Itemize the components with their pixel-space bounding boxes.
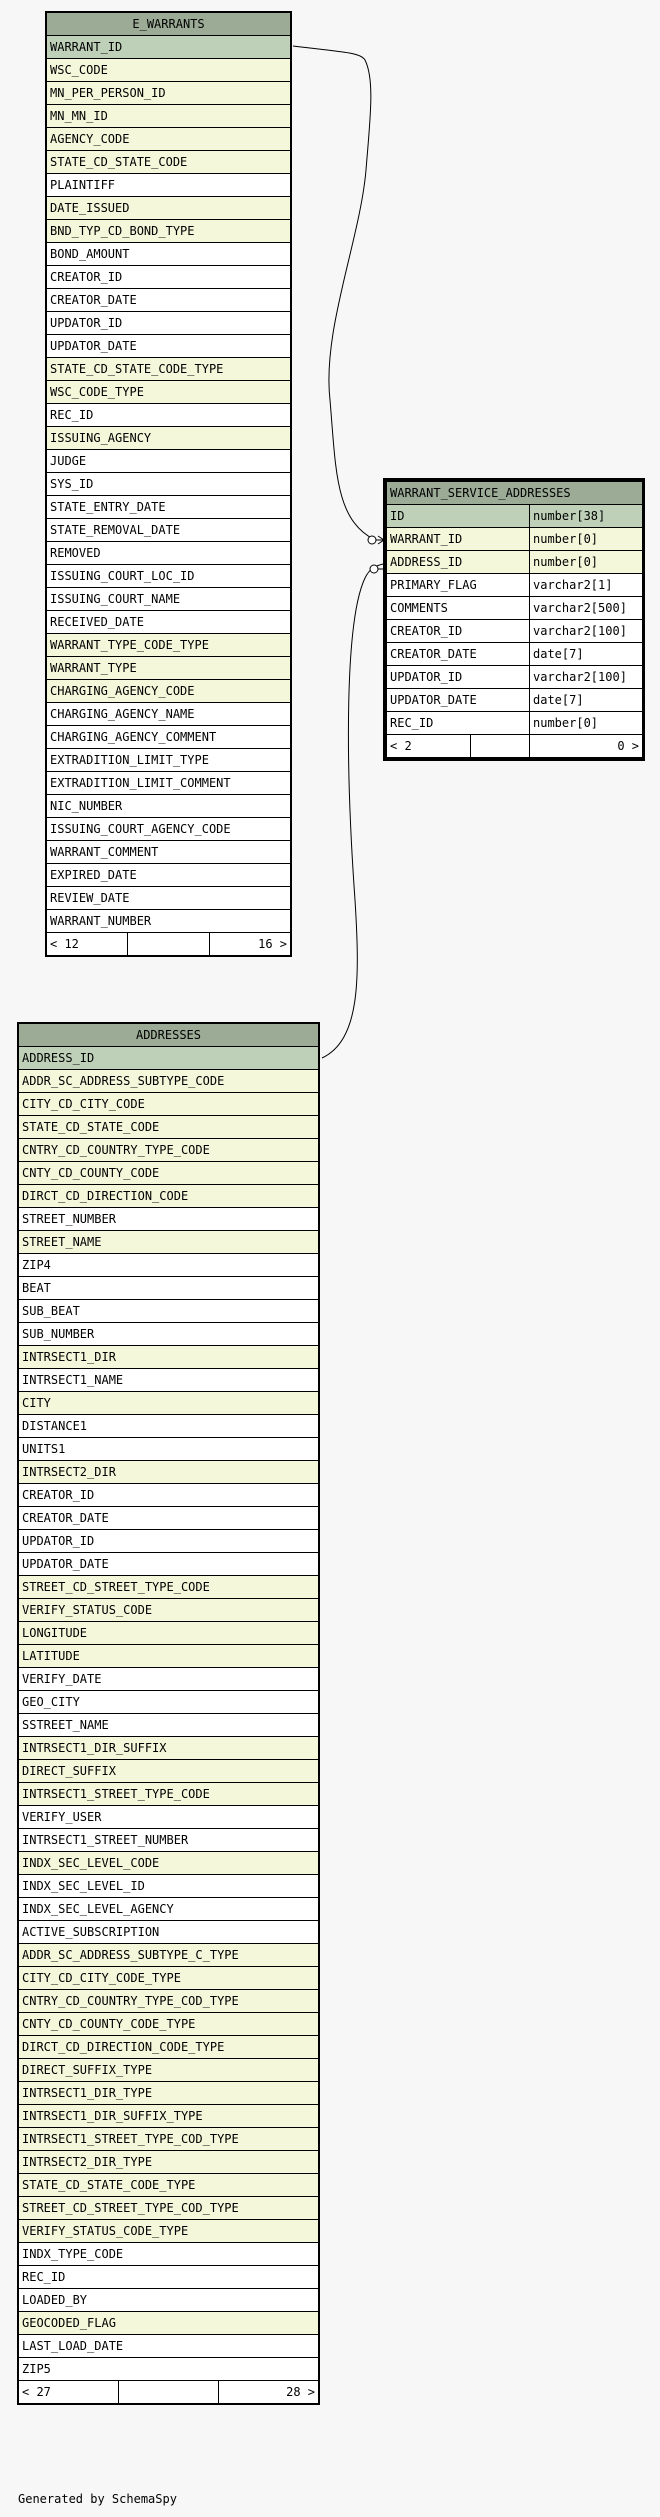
column-row[interactable]	[47, 220, 291, 243]
column-name[interactable]: GEOCODED_FLAG	[19, 2312, 319, 2335]
column-name[interactable]: VERIFY_STATUS_CODE_TYPE	[19, 2220, 319, 2243]
parents-count[interactable]: < 2	[387, 735, 471, 757]
column-name[interactable]: ACTIVE_SUBSCRIPTION	[19, 1921, 319, 1944]
column-name[interactable]: UPDATOR_DATE	[47, 335, 291, 358]
column-row[interactable]	[19, 1346, 319, 1369]
column-row[interactable]	[19, 2220, 319, 2243]
column-name[interactable]: LATITUDE	[19, 1645, 319, 1668]
edge-address-id	[322, 564, 383, 1058]
column-name[interactable]: INTRSECT2_DIR_TYPE	[19, 2151, 319, 2174]
column-row[interactable]	[387, 528, 643, 551]
column-row[interactable]	[47, 381, 291, 404]
column-row[interactable]	[387, 712, 643, 735]
column-row[interactable]	[19, 1231, 319, 1254]
column-row[interactable]	[19, 2312, 319, 2335]
column-name[interactable]: STATE_CD_STATE_CODE	[19, 1116, 319, 1139]
column-name[interactable]: ISSUING_COURT_AGENCY_CODE	[47, 818, 291, 841]
column-name[interactable]: ISSUING_AGENCY	[47, 427, 291, 450]
table-title[interactable]: ADDRESSES	[19, 1024, 319, 1047]
footer-spacer	[471, 735, 530, 757]
column-name[interactable]: LOADED_BY	[19, 2289, 319, 2312]
column-name[interactable]: INDX_TYPE_CODE	[19, 2243, 319, 2266]
column-name[interactable]: CITY_CD_CITY_CODE_TYPE	[19, 1967, 319, 1990]
column-row[interactable]	[387, 643, 643, 666]
column-name[interactable]: VERIFY_DATE	[19, 1668, 319, 1691]
column-name[interactable]: INDX_SEC_LEVEL_CODE	[19, 1852, 319, 1875]
column-row[interactable]	[19, 2036, 319, 2059]
column-name[interactable]: STATE_ENTRY_DATE	[47, 496, 291, 519]
column-name[interactable]: INTRSECT1_STREET_NUMBER	[19, 1829, 319, 1852]
column-name[interactable]: INTRSECT2_DIR	[19, 1461, 319, 1484]
column-name[interactable]: CHARGING_AGENCY_CODE	[47, 680, 291, 703]
column-name[interactable]: WARRANT_ID	[387, 528, 530, 551]
column-row[interactable]	[387, 551, 643, 574]
table-title[interactable]: WARRANT_SERVICE_ADDRESSES	[387, 482, 643, 505]
column-name[interactable]: DIRCT_CD_DIRECTION_CODE_TYPE	[19, 2036, 319, 2059]
column-row[interactable]	[19, 1875, 319, 1898]
crowsfoot-warrant-id	[368, 536, 376, 544]
column-name[interactable]: INTRSECT1_DIR	[19, 1346, 319, 1369]
column-name[interactable]: UPDATOR_ID	[19, 1530, 319, 1553]
column-row[interactable]	[19, 1484, 319, 1507]
column-row[interactable]	[47, 519, 291, 542]
column-row[interactable]	[387, 689, 643, 712]
column-row[interactable]	[19, 1507, 319, 1530]
column-name[interactable]: PLAINTIFF	[47, 174, 291, 197]
column-name[interactable]: BND_TYP_CD_BOND_TYPE	[47, 220, 291, 243]
column-type: date[7]	[530, 689, 643, 712]
column-row[interactable]	[47, 450, 291, 473]
column-row[interactable]	[19, 1438, 319, 1461]
column-name[interactable]: REC_ID	[47, 404, 291, 427]
column-name[interactable]: INTRSECT1_DIR_SUFFIX_TYPE	[19, 2105, 319, 2128]
column-row[interactable]	[47, 588, 291, 611]
column-name[interactable]: COMMENTS	[387, 597, 530, 620]
footer-spacer	[128, 933, 209, 956]
table-title[interactable]: E_WARRANTS	[47, 13, 291, 36]
children-count[interactable]: 16 >	[209, 933, 290, 956]
column-row[interactable]	[47, 289, 291, 312]
column-name[interactable]: DIRECT_SUFFIX	[19, 1760, 319, 1783]
column-row[interactable]	[47, 795, 291, 818]
column-row[interactable]	[47, 243, 291, 266]
column-type: number[0]	[530, 712, 643, 735]
column-row[interactable]	[19, 1829, 319, 1852]
column-name[interactable]: INTRSECT1_DIR_TYPE	[19, 2082, 319, 2105]
column-row[interactable]	[19, 1691, 319, 1714]
column-row[interactable]	[47, 174, 291, 197]
column-name[interactable]: ADDR_SC_ADDRESS_SUBTYPE_C_TYPE	[19, 1944, 319, 1967]
column-row[interactable]	[387, 666, 643, 689]
column-name[interactable]: ADDR_SC_ADDRESS_SUBTYPE_CODE	[19, 1070, 319, 1093]
column-row[interactable]	[19, 1783, 319, 1806]
column-row[interactable]	[19, 1599, 319, 1622]
column-row[interactable]	[47, 59, 291, 82]
column-row[interactable]	[19, 1967, 319, 1990]
column-row[interactable]	[47, 611, 291, 634]
column-name[interactable]: CREATOR_ID	[19, 1484, 319, 1507]
column-row[interactable]	[19, 1070, 319, 1093]
column-row[interactable]	[19, 2266, 319, 2289]
column-name[interactable]: CNTY_CD_COUNTY_CODE_TYPE	[19, 2013, 319, 2036]
column-row[interactable]	[19, 1645, 319, 1668]
column-row[interactable]	[19, 2151, 319, 2174]
column-name[interactable]: VERIFY_USER	[19, 1806, 319, 1829]
column-type: date[7]	[530, 643, 643, 666]
column-row[interactable]	[47, 151, 291, 174]
column-name[interactable]: SUB_NUMBER	[19, 1323, 319, 1346]
column-name[interactable]: ISSUING_COURT_LOC_ID	[47, 565, 291, 588]
column-row[interactable]	[387, 574, 643, 597]
column-row[interactable]	[19, 2197, 319, 2220]
column-name[interactable]: VERIFY_STATUS_CODE	[19, 1599, 319, 1622]
column-name[interactable]: STREET_NAME	[19, 1231, 319, 1254]
column-name[interactable]: STREET_NUMBER	[19, 1208, 319, 1231]
column-row[interactable]	[19, 1185, 319, 1208]
column-row[interactable]	[19, 1392, 319, 1415]
column-list	[19, 1047, 319, 2381]
footer-spacer	[119, 2381, 219, 2404]
column-name[interactable]: SUB_BEAT	[19, 1300, 319, 1323]
column-row[interactable]	[19, 1530, 319, 1553]
column-name[interactable]: CHARGING_AGENCY_NAME	[47, 703, 291, 726]
column-name[interactable]: PRIMARY_FLAG	[387, 574, 530, 597]
column-row[interactable]	[47, 335, 291, 358]
column-name[interactable]: WARRANT_NUMBER	[47, 910, 291, 933]
column-name[interactable]: UPDATOR_ID	[47, 312, 291, 335]
column-name[interactable]: DIRCT_CD_DIRECTION_CODE	[19, 1185, 319, 1208]
column-name[interactable]: DISTANCE1	[19, 1415, 319, 1438]
column-row[interactable]	[19, 1047, 319, 1070]
column-list	[387, 505, 643, 735]
column-name[interactable]: EXTRADITION_LIMIT_TYPE	[47, 749, 291, 772]
column-name[interactable]: ADDRESS_ID	[19, 1047, 319, 1070]
column-list	[47, 36, 291, 933]
column-name[interactable]: BOND_AMOUNT	[47, 243, 291, 266]
column-row[interactable]	[47, 542, 291, 565]
column-row[interactable]	[19, 2335, 319, 2358]
column-name[interactable]: INDX_SEC_LEVEL_ID	[19, 1875, 319, 1898]
column-row[interactable]	[19, 1162, 319, 1185]
column-row[interactable]	[47, 887, 291, 910]
column-name[interactable]: WARRANT_ID	[47, 36, 291, 59]
column-name[interactable]: MN_MN_ID	[47, 105, 291, 128]
column-row[interactable]	[47, 427, 291, 450]
column-name[interactable]: REC_ID	[19, 2266, 319, 2289]
column-row[interactable]	[19, 1139, 319, 1162]
column-name[interactable]: CHARGING_AGENCY_COMMENT	[47, 726, 291, 749]
column-name[interactable]: SYS_ID	[47, 473, 291, 496]
column-row[interactable]	[47, 565, 291, 588]
column-name[interactable]: STATE_CD_STATE_CODE	[47, 151, 291, 174]
column-name[interactable]: JUDGE	[47, 450, 291, 473]
column-row[interactable]	[47, 634, 291, 657]
column-name[interactable]: STATE_CD_STATE_CODE_TYPE	[19, 2174, 319, 2197]
column-name[interactable]: CREATOR_DATE	[387, 643, 530, 666]
footer-left	[387, 735, 530, 758]
column-name[interactable]: STATE_REMOVAL_DATE	[47, 519, 291, 542]
generated-by-label: Generated by SchemaSpy	[18, 2492, 177, 2506]
column-row[interactable]	[19, 1254, 319, 1277]
column-row[interactable]	[19, 1668, 319, 1691]
column-row[interactable]	[19, 2289, 319, 2312]
column-name[interactable]: CNTY_CD_COUNTY_CODE	[19, 1162, 319, 1185]
column-row[interactable]	[47, 841, 291, 864]
column-name[interactable]: BEAT	[19, 1277, 319, 1300]
column-type: number[0]	[530, 528, 643, 551]
column-row[interactable]	[19, 1300, 319, 1323]
column-name[interactable]: NIC_NUMBER	[47, 795, 291, 818]
column-row[interactable]	[47, 266, 291, 289]
column-row[interactable]	[19, 2358, 319, 2381]
column-row[interactable]	[47, 772, 291, 795]
column-row[interactable]	[387, 597, 643, 620]
column-name[interactable]: EXPIRED_DATE	[47, 864, 291, 887]
column-row[interactable]	[19, 2059, 319, 2082]
column-type: varchar2[1]	[530, 574, 643, 597]
column-name[interactable]: REVIEW_DATE	[47, 887, 291, 910]
column-name[interactable]: GEO_CITY	[19, 1691, 319, 1714]
column-row[interactable]	[47, 657, 291, 680]
column-name[interactable]: CREATOR_ID	[47, 266, 291, 289]
column-row[interactable]	[387, 505, 643, 528]
column-row[interactable]	[19, 1093, 319, 1116]
column-row[interactable]	[47, 818, 291, 841]
column-name[interactable]: CITY	[19, 1392, 319, 1415]
column-row[interactable]	[19, 2013, 319, 2036]
column-row[interactable]	[387, 620, 643, 643]
parents-count[interactable]: < 12	[47, 933, 128, 956]
column-name[interactable]: ADDRESS_ID	[387, 551, 530, 574]
column-row[interactable]	[19, 1116, 319, 1139]
column-type: number[38]	[530, 505, 643, 528]
column-name[interactable]: CNTRY_CD_COUNTRY_TYPE_CODE	[19, 1139, 319, 1162]
column-row[interactable]	[47, 680, 291, 703]
column-row[interactable]	[47, 496, 291, 519]
children-count[interactable]: 0 >	[530, 735, 643, 758]
column-row[interactable]	[19, 1461, 319, 1484]
edge-warrant-id	[293, 46, 375, 540]
column-name[interactable]: WARRANT_COMMENT	[47, 841, 291, 864]
column-row[interactable]	[19, 1990, 319, 2013]
column-row[interactable]	[47, 864, 291, 887]
column-name[interactable]: RECEIVED_DATE	[47, 611, 291, 634]
column-row[interactable]	[47, 197, 291, 220]
table-e-warrants[interactable]	[45, 11, 292, 957]
column-row[interactable]	[19, 2105, 319, 2128]
column-name[interactable]: INTRSECT1_NAME	[19, 1369, 319, 1392]
column-name[interactable]: WSC_CODE	[47, 59, 291, 82]
column-row[interactable]	[19, 1622, 319, 1645]
column-row[interactable]	[19, 2243, 319, 2266]
column-row[interactable]	[19, 1852, 319, 1875]
column-type: number[0]	[530, 551, 643, 574]
column-name[interactable]: DATE_ISSUED	[47, 197, 291, 220]
column-name[interactable]: CNTRY_CD_COUNTRY_TYPE_COD_TYPE	[19, 1990, 319, 2013]
column-name[interactable]: WSC_CODE_TYPE	[47, 381, 291, 404]
column-name[interactable]: INDX_SEC_LEVEL_AGENCY	[19, 1898, 319, 1921]
column-name[interactable]: INTRSECT1_DIR_SUFFIX	[19, 1737, 319, 1760]
column-row[interactable]	[47, 404, 291, 427]
column-row[interactable]	[47, 749, 291, 772]
column-name[interactable]: CITY_CD_CITY_CODE	[19, 1093, 319, 1116]
column-type: varchar2[100]	[530, 666, 643, 689]
column-row[interactable]	[19, 1369, 319, 1392]
column-row[interactable]	[19, 2082, 319, 2105]
column-name[interactable]: UPDATOR_ID	[387, 666, 530, 689]
column-name[interactable]: CREATOR_DATE	[47, 289, 291, 312]
column-row[interactable]	[47, 703, 291, 726]
column-name[interactable]: REC_ID	[387, 712, 530, 735]
column-row[interactable]	[19, 1576, 319, 1599]
column-row[interactable]	[47, 128, 291, 151]
column-row[interactable]	[19, 1277, 319, 1300]
crowsfoot-address-id	[370, 565, 378, 573]
column-name[interactable]: ID	[387, 505, 530, 528]
column-row[interactable]	[47, 312, 291, 335]
parents-count[interactable]: < 27	[19, 2381, 119, 2404]
column-name[interactable]: MN_PER_PERSON_ID	[47, 82, 291, 105]
children-count[interactable]: 28 >	[219, 2381, 319, 2404]
column-name[interactable]: STREET_CD_STREET_TYPE_COD_TYPE	[19, 2197, 319, 2220]
column-row[interactable]	[19, 1323, 319, 1346]
column-name[interactable]: ISSUING_COURT_NAME	[47, 588, 291, 611]
column-name[interactable]: EXTRADITION_LIMIT_COMMENT	[47, 772, 291, 795]
column-row[interactable]	[19, 1760, 319, 1783]
column-name[interactable]: AGENCY_CODE	[47, 128, 291, 151]
column-row[interactable]	[19, 1737, 319, 1760]
column-row[interactable]	[47, 726, 291, 749]
column-row[interactable]	[47, 473, 291, 496]
column-name[interactable]: CREATOR_DATE	[19, 1507, 319, 1530]
table-warrant-service-addresses[interactable]	[383, 478, 645, 761]
column-name[interactable]: DIRECT_SUFFIX_TYPE	[19, 2059, 319, 2082]
column-name[interactable]: ZIP5	[19, 2358, 319, 2381]
column-row[interactable]	[19, 1921, 319, 1944]
table-addresses[interactable]	[17, 1022, 320, 2405]
column-name[interactable]: STATE_CD_STATE_CODE_TYPE	[47, 358, 291, 381]
column-name[interactable]: REMOVED	[47, 542, 291, 565]
column-row[interactable]	[19, 1714, 319, 1737]
column-row[interactable]	[19, 1553, 319, 1576]
column-name[interactable]: LAST_LOAD_DATE	[19, 2335, 319, 2358]
column-name[interactable]: INTRSECT1_STREET_TYPE_CODE	[19, 1783, 319, 1806]
column-row[interactable]	[47, 910, 291, 933]
column-name[interactable]: UPDATOR_DATE	[387, 689, 530, 712]
column-name[interactable]: ZIP4	[19, 1254, 319, 1277]
column-row[interactable]	[47, 36, 291, 59]
column-name[interactable]: SSTREET_NAME	[19, 1714, 319, 1737]
column-name[interactable]: LONGITUDE	[19, 1622, 319, 1645]
column-row[interactable]	[19, 1208, 319, 1231]
column-type: varchar2[100]	[530, 620, 643, 643]
column-name[interactable]: UNITS1	[19, 1438, 319, 1461]
column-name[interactable]: CREATOR_ID	[387, 620, 530, 643]
column-row[interactable]	[47, 82, 291, 105]
column-row[interactable]	[19, 1944, 319, 1967]
column-row[interactable]	[19, 1898, 319, 1921]
column-type: varchar2[500]	[530, 597, 643, 620]
column-row[interactable]	[19, 1806, 319, 1829]
column-row[interactable]	[19, 2174, 319, 2197]
column-name[interactable]: WARRANT_TYPE	[47, 657, 291, 680]
column-row[interactable]	[47, 105, 291, 128]
column-name[interactable]: UPDATOR_DATE	[19, 1553, 319, 1576]
column-name[interactable]: STREET_CD_STREET_TYPE_CODE	[19, 1576, 319, 1599]
column-row[interactable]	[19, 2128, 319, 2151]
column-name[interactable]: INTRSECT1_STREET_TYPE_COD_TYPE	[19, 2128, 319, 2151]
column-row[interactable]	[47, 358, 291, 381]
column-row[interactable]	[19, 1415, 319, 1438]
column-name[interactable]: WARRANT_TYPE_CODE_TYPE	[47, 634, 291, 657]
